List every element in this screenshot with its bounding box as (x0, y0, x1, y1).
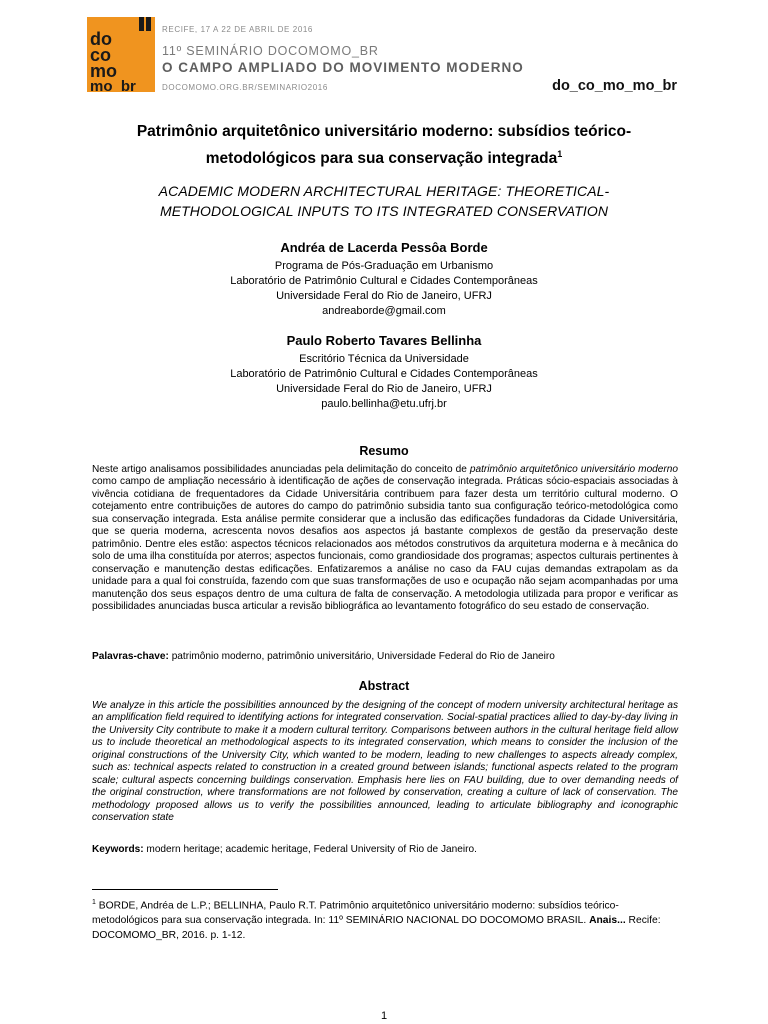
resumo-text (92, 464, 678, 613)
resumo-text-part: como campo de ampliação necessário à identificação de ações de conservação integrada. Práticas sócio-espaciais associadas à vivência cotidiana de frequentadores da Cidade Universitária contribuem para fazer desta um território cultural moderno. O cotejamento entre contribuições de autores do campo do patrimônio subsidia tanto sua configuração teórico-metodológica como sua conservação integrada. Esta análise permite considerar que a inclusão das edificações fundadoras da Cidade Universitária, que se queria moderna, acrescenta novos desafios aos aspectos já bastante complexos de gestão da preservação deste patrimônio. Dentre eles estão: aspectos técnicos relacionados aos métodos construtivos da arquitetura moderna e à mecânica do solo de uma ilha constituída por aterros; aspectos funcionais, como grandiosidade dos programas; aspectos culturais pertinentes à conservação e manutenção destas edificações. Enfatizaremos a análise no caso da FAU cujas demandas extrapolam as da unidade para a qual foi construída, fazendo com que suas transformações de uso e ocupação não sejam acompanhadas por uma manutenção dos seus espaços dentro de uma cultura de falta de conservação. A metodologia utilizada para propor e verificar as possibilidades anunciadas busca articular a revisão bibliográfica ao levantamento fotográfico do seu estado de conservação. (92, 476, 678, 612)
logo-line: do (90, 29, 112, 49)
logo-line: mo_br (90, 78, 136, 92)
resumo-text-italic: patrimônio arquitetônico universitário moderno (469, 464, 679, 475)
footnote-text: BORDE, Andréa de L.P.; BELLINHA, Paulo R.T. Patrimônio arquitetônico universitário moderno: subsídios teórico-metodológicos para sua conservação integrada. In: 11º SEMINÁRIO NACIONAL DO DOCOMOMO BRASIL. (92, 900, 619, 927)
seminar-name: 11º SEMINÁRIO DOCOMOMO_BR (162, 44, 379, 58)
logo-line: mo (90, 61, 117, 81)
paper-title-pt (100, 121, 668, 170)
author-block (0, 239, 768, 319)
footnote-ref: 1 (557, 149, 563, 159)
abstract-text: We analyze in this article the possibilities announced by the designing of the concept of modern university architectural heritage as an amplification field required to identifying actions for integrated conservation. Social-spatial practices allied to day-by-day living in the University City contribute to make it a modern cultural territory. Comparisons between authors in the cultural heritage field allow us to include theoretical an methodological aspects to its integrated conservation, which means to consider the inclusion of the original constructions of the University City, which wanted to be modern, leading to new challenges to aspects already complex, such as: technical aspects related to construction in a created ground between islands; functional aspects related to the program scale; cultural aspects concerning buildings conservation. Emphasis here lies on FAU building, due to over demanding needs of the original construction, where transformations are not followed by conservation, creating a culture of lack of conservation. The methodology proposed allows us to verify the possibilities announced, leading to articulate bibliography and iconographic conservation state (92, 700, 678, 824)
keywords-label: Palavras-chave: (92, 651, 169, 662)
author-affiliation: Programa de Pós-Graduação em Urbanismo (274, 260, 494, 272)
seminar-theme: O CAMPO AMPLIADO DO MOVIMENTO MODERNO (162, 60, 524, 75)
footnote-rule (92, 889, 278, 890)
footnote-anais: Anais... (589, 915, 626, 927)
docomomo-logo (87, 17, 155, 92)
footnote-text: Recife: DOCOMOMO_BR, 2016. p. 1-12. (92, 915, 661, 942)
author-name: Andréa de Lacerda Pessôa Borde (280, 240, 488, 255)
page-number: 1 (380, 1010, 388, 1022)
keywords-text: patrimônio moderno, patrimônio universitário, Universidade Federal do Rio de Janeiro (168, 651, 555, 662)
keywords-label: Keywords: (92, 844, 144, 855)
footnote-mark: 1 (92, 899, 96, 906)
event-date: RECIFE, 17 A 22 DE ABRIL DE 2016 (162, 25, 313, 34)
author-block (0, 332, 768, 412)
abstract-heading: Abstract (358, 679, 410, 693)
author-affiliation: Laboratório de Patrimônio Cultural e Cidades Contemporâneas (230, 368, 538, 380)
footnote (92, 895, 678, 943)
author-affiliation: Laboratório de Patrimônio Cultural e Cidades Contemporâneas (230, 275, 538, 287)
seminar-url: DOCOMOMO.ORG.BR/SEMINARIO2016 (162, 83, 328, 92)
author-affiliation: Universidade Feral do Rio de Janeiro, UFRJ (276, 290, 492, 302)
paper-title-en: ACADEMIC MODERN ARCHITECTURAL HERITAGE: THEORETICAL-METHODOLOGICAL INPUTS TO ITS INTEGRATED CONSERVATION (158, 183, 610, 219)
author-email: paulo.bellinha@etu.ufrj.br (321, 398, 447, 410)
author-affiliation: Escritório Técnica da Universidade (299, 353, 469, 365)
resumo-keywords (92, 650, 555, 663)
resumo-text-part: Neste artigo analisamos possibilidades anunciadas pela delimitação do conceito de (92, 464, 470, 475)
title-text: Patrimônio arquitetônico universitário moderno: subsídios teórico-metodológicos para sua conservação integrada (136, 123, 632, 168)
brand-wordmark: do_co_mo_mo_br (552, 78, 677, 94)
keywords-text: modern heritage; academic heritage, Federal University of Rio de Janeiro. (143, 844, 477, 855)
logo-line: co (90, 45, 112, 65)
author-name: Paulo Roberto Tavares Bellinha (286, 333, 482, 348)
abstract-keywords (92, 843, 477, 856)
author-affiliation: Universidade Feral do Rio de Janeiro, UFRJ (276, 383, 492, 395)
resumo-heading: Resumo (359, 444, 409, 458)
author-email: andreaborde@gmail.com (322, 305, 446, 317)
